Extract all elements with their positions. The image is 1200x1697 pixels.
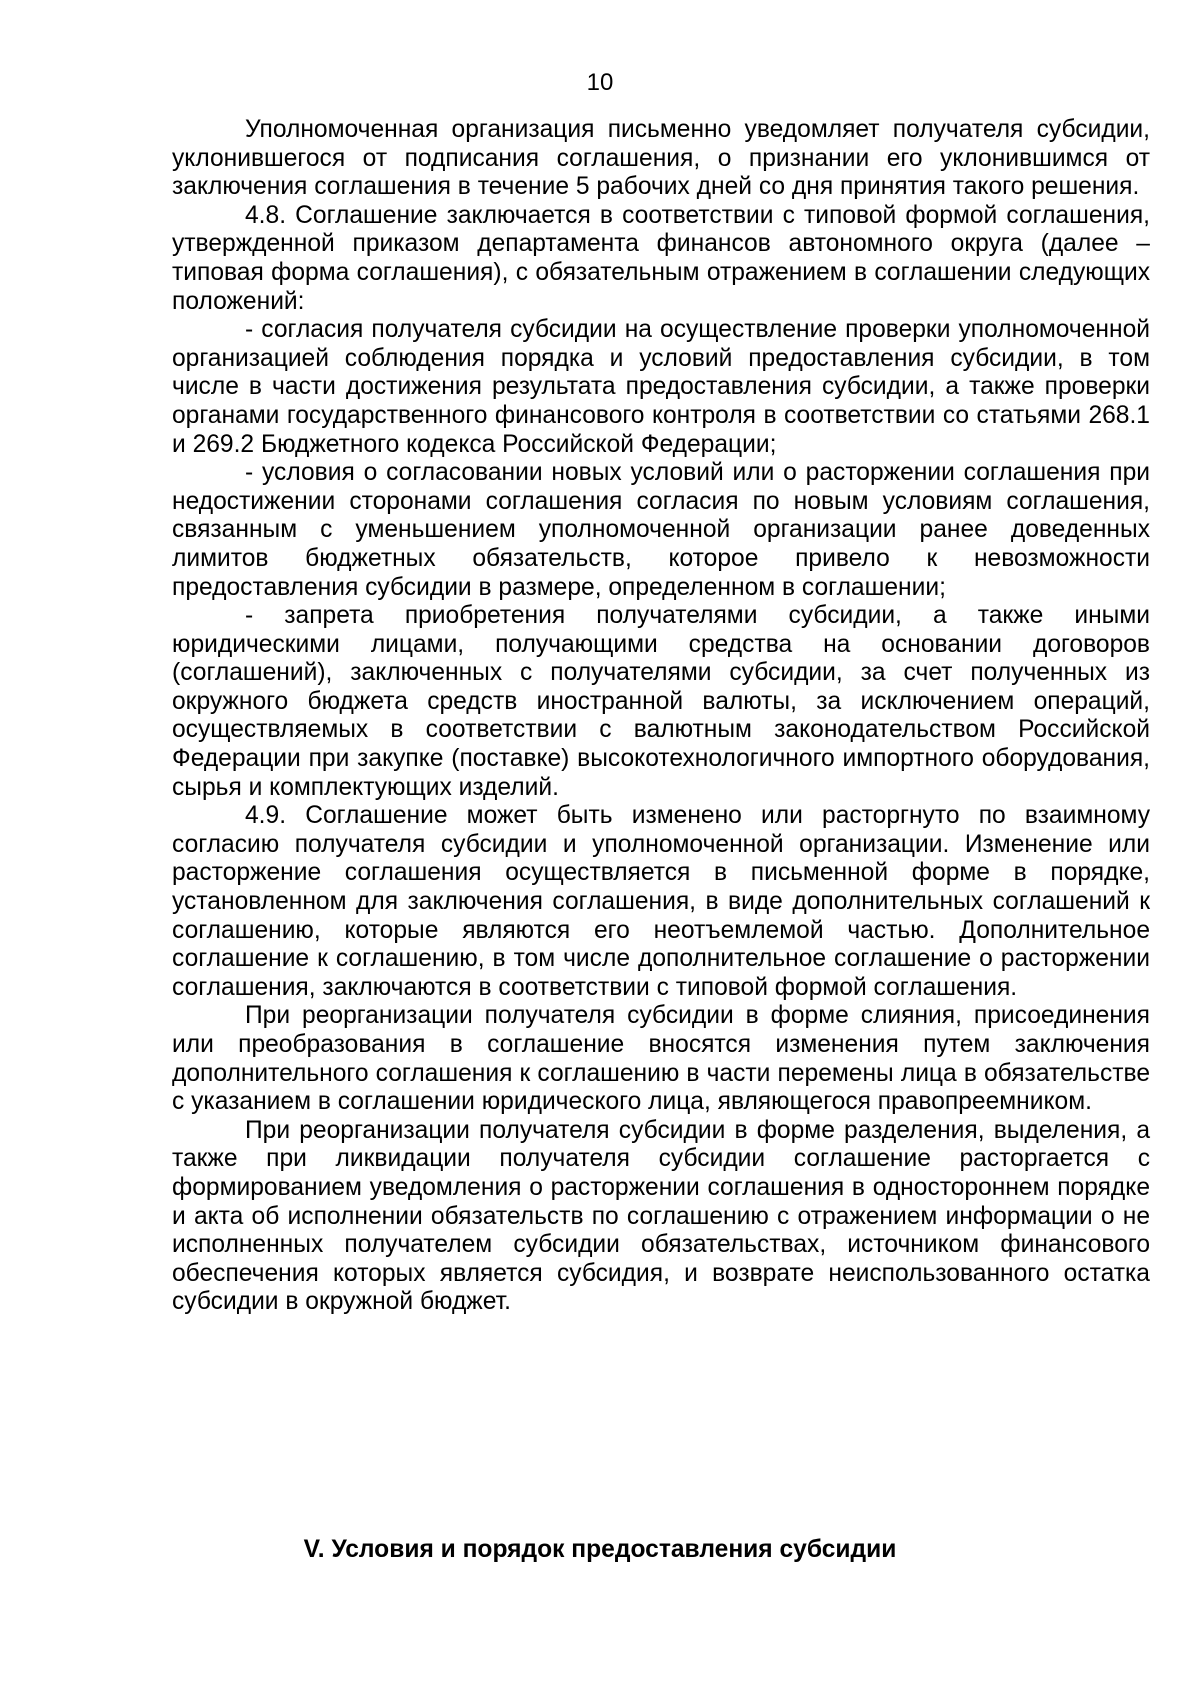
- paragraph-reorganization-division: При реорганизации получателя субсидии в форме разделения, выделения, а также при ликвидации получателя субсидии соглашение расторгается с формированием уведомления о расторжении соглашения в одностороннем порядке и акта об исполнении обязательств по соглашению с отражением информации о не исполненных получателем субсидии обязательствах, источником финансового обеспечения которых является субсидия, и возврате неиспользованного остатка субсидии в окружной бюджет.: [172, 1116, 1150, 1316]
- list-item-new-conditions: - условия о согласовании новых условий или о расторжении соглашения при недостижении сторонами соглашения согласия по новым условиям соглашения, связанным с уменьшением уполномоченной организации ранее доведенных лимитов бюджетных обязательств, которое привело к невозможности предоставления субсидии в размере, определенном в соглашении;: [172, 459, 1150, 601]
- list-item-currency-ban: - запрета приобретения получателями субсидии, а также иными юридическими лицами, получающими средства на основании договоров (соглашений), заключенных с получателями субсидии, за счет полученных из окружного бюджета средств иностранной валюты, за исключением операций, осуществляемых в соответствии с валютным законодательством Российской Федерации при закупке (поставке) высокотехнологичного импортного оборудования, сырья и комплектующих изделий.: [172, 602, 1150, 801]
- section-heading: V. Условия и порядок предоставления субсидии: [303, 1536, 897, 1563]
- page-number: 10: [586, 69, 614, 96]
- paragraph-4-8: 4.8. Соглашение заключается в соответствии с типовой формой соглашения, утвержденной приказом департамента финансов автономного округа (далее – типовая форма соглашения), с обязательным отражением в соглашении следующих положений:: [172, 201, 1150, 315]
- paragraph-reorganization-merger: При реорганизации получателя субсидии в форме слияния, присоединения или преобразования в соглашение вносятся изменения путем заключения дополнительного соглашения к соглашению в части перемены лица в обязательстве с указанием в соглашении юридического лица, являющегося правопреемником.: [172, 1002, 1150, 1116]
- document-body: [172, 116, 1150, 1317]
- paragraph-4-9: 4.9. Соглашение может быть изменено или расторгнуто по взаимному согласию получателя субсидии и уполномоченной организации. Изменение или расторжение соглашения осуществляется в письменной форме в порядке, установленном для заключения соглашения, в виде дополнительных соглашений к соглашению, которые являются его неотъемлемой частью. Дополнительное соглашение к соглашению, в том числе дополнительное соглашение о расторжении соглашения, заключаются в соответствии с типовой формой соглашения.: [172, 802, 1150, 1001]
- list-item-consent: - согласия получателя субсидии на осуществление проверки уполномоченной организацией соблюдения порядка и условий предоставления субсидии, в том числе в части достижения результата предоставления субсидии, а также проверки органами государственного финансового контроля в соответствии со статьями 268.1 и 269.2 Бюджетного кодекса Российской Федерации;: [172, 316, 1150, 458]
- paragraph-notification: Уполномоченная организация письменно уведомляет получателя субсидии, уклонившегося от подписания соглашения, о признании его уклонившимся от заключения соглашения в течение 5 рабочих дней со дня принятия такого решения.: [172, 116, 1150, 201]
